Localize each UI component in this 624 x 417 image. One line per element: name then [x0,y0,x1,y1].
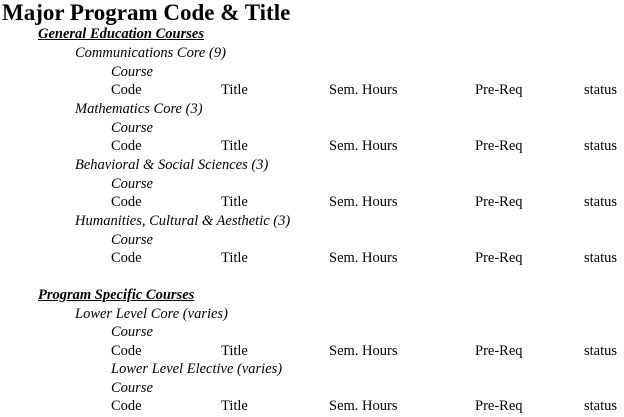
column-title: Title [221,138,248,154]
column-sem-hours: Sem. Hours [329,194,398,210]
course-header-row [0,83,624,101]
column-code: Code [111,82,142,98]
column-title: Title [221,250,248,266]
column-sem-hours: Sem. Hours [329,398,398,414]
column-pre-req: Pre-Req [475,398,523,414]
subgroup-heading-lower-level-elective: Lower Level Elective (varies) [111,361,283,377]
column-sem-hours: Sem. Hours [329,250,398,266]
column-code: Code [111,250,142,266]
column-sem-hours: Sem. Hours [329,343,398,359]
column-pre-req: Pre-Req [475,250,523,266]
column-sem-hours: Sem. Hours [329,138,398,154]
course-header-row [0,344,624,362]
column-title: Title [221,194,248,210]
course-label: Course [111,120,153,136]
group-heading-humanities: Humanities, Cultural & Aesthetic (3) [75,213,291,229]
column-title: Title [221,343,248,359]
course-header-row [0,399,624,417]
column-title: Title [221,82,248,98]
column-code: Code [111,138,142,154]
course-label: Course [111,64,153,80]
section-heading-program-specific: Program Specific Courses [38,287,195,303]
column-pre-req: Pre-Req [475,343,523,359]
column-code: Code [111,194,142,210]
group-heading-communications: Communications Core (9) [75,45,226,61]
group-heading-lower-level-core: Lower Level Core (varies) [75,306,228,322]
course-label: Course [111,380,153,396]
column-pre-req: Pre-Req [475,194,523,210]
column-sem-hours: Sem. Hours [329,82,398,98]
column-title: Title [221,398,248,414]
column-pre-req: Pre-Req [475,82,523,98]
course-label: Course [111,324,153,340]
column-status: status [584,398,618,414]
column-status: status [584,82,618,98]
page-title: Major Program Code & Title [2,0,291,25]
group-heading-mathematics: Mathematics Core (3) [75,101,203,117]
column-status: status [584,343,618,359]
column-code: Code [111,398,142,414]
course-label: Course [111,176,153,192]
column-code: Code [111,343,142,359]
column-status: status [584,138,618,154]
column-status: status [584,194,618,210]
column-status: status [584,250,618,266]
course-header-row [0,139,624,157]
course-header-row [0,251,624,269]
course-label: Course [111,232,153,248]
column-pre-req: Pre-Req [475,138,523,154]
section-heading-general-education: General Education Courses [38,26,204,42]
group-heading-behavioral-social: Behavioral & Social Sciences (3) [75,157,269,173]
course-header-row [0,195,624,213]
